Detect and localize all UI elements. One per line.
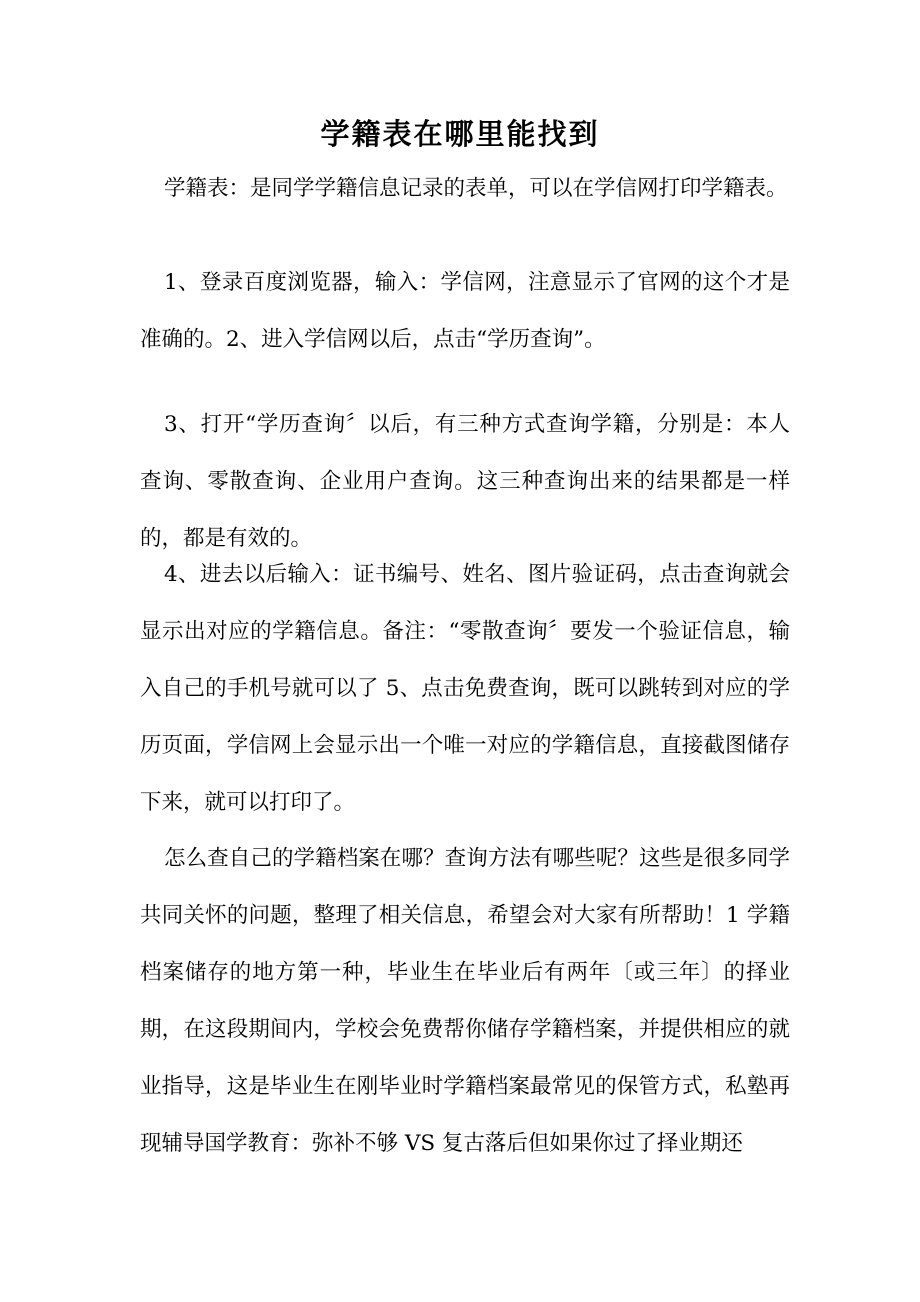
paragraph-step-4-5: 4、进去以后输入：证书编号、姓名、图片验证码，点击查询就会显示出对应的学籍信息。备注：“零散查询〞要发一个验证信息，输入自己的手机号就可以了 5、点击免费查询，既可以跳转到对应的学历页面，学信网上会显示出一个唯一对应的学籍信息，直接截图储存下来，就可以打印了。 — [140, 562, 790, 815]
paragraph-step-3: 3、打开“学历查询〞以后，有三种方式查询学籍，分别是：本人查询、零散查询、企业用户查询。这三种查询出来的结果都是一样的，都是有效的。 — [140, 412, 790, 551]
document-title: 学籍表在哪里能找到 — [320, 117, 600, 151]
paragraph-step-1-2: 1、登录百度浏览器，输入：学信网，注意显示了官网的这个才是准确的。2、进入学信网以后，点击“学历查询”。 — [140, 270, 790, 352]
paragraph-intro: 学籍表：是同学学籍信息记录的表单，可以在学信网打印学籍表。 — [164, 176, 788, 201]
paragraph-archive: 怎么查自己的学籍档案在哪？查询方法有哪些呢？这些是很多同学共同关怀的问题，整理了相关信息，希望会对大家有所帮助！1 学籍档案储存的地方第一种，毕业生在毕业后有两年〔或三年〕的择业期，在这段期间内，学校会免费帮你储存学籍档案，并提供相应的就业指导，这是毕业生在刚毕业时学籍档案最常见的保管方式，私塾再现辅导国学教育：弥补不够 VS 复古落后但如果你过了择业期还 — [140, 846, 790, 1156]
